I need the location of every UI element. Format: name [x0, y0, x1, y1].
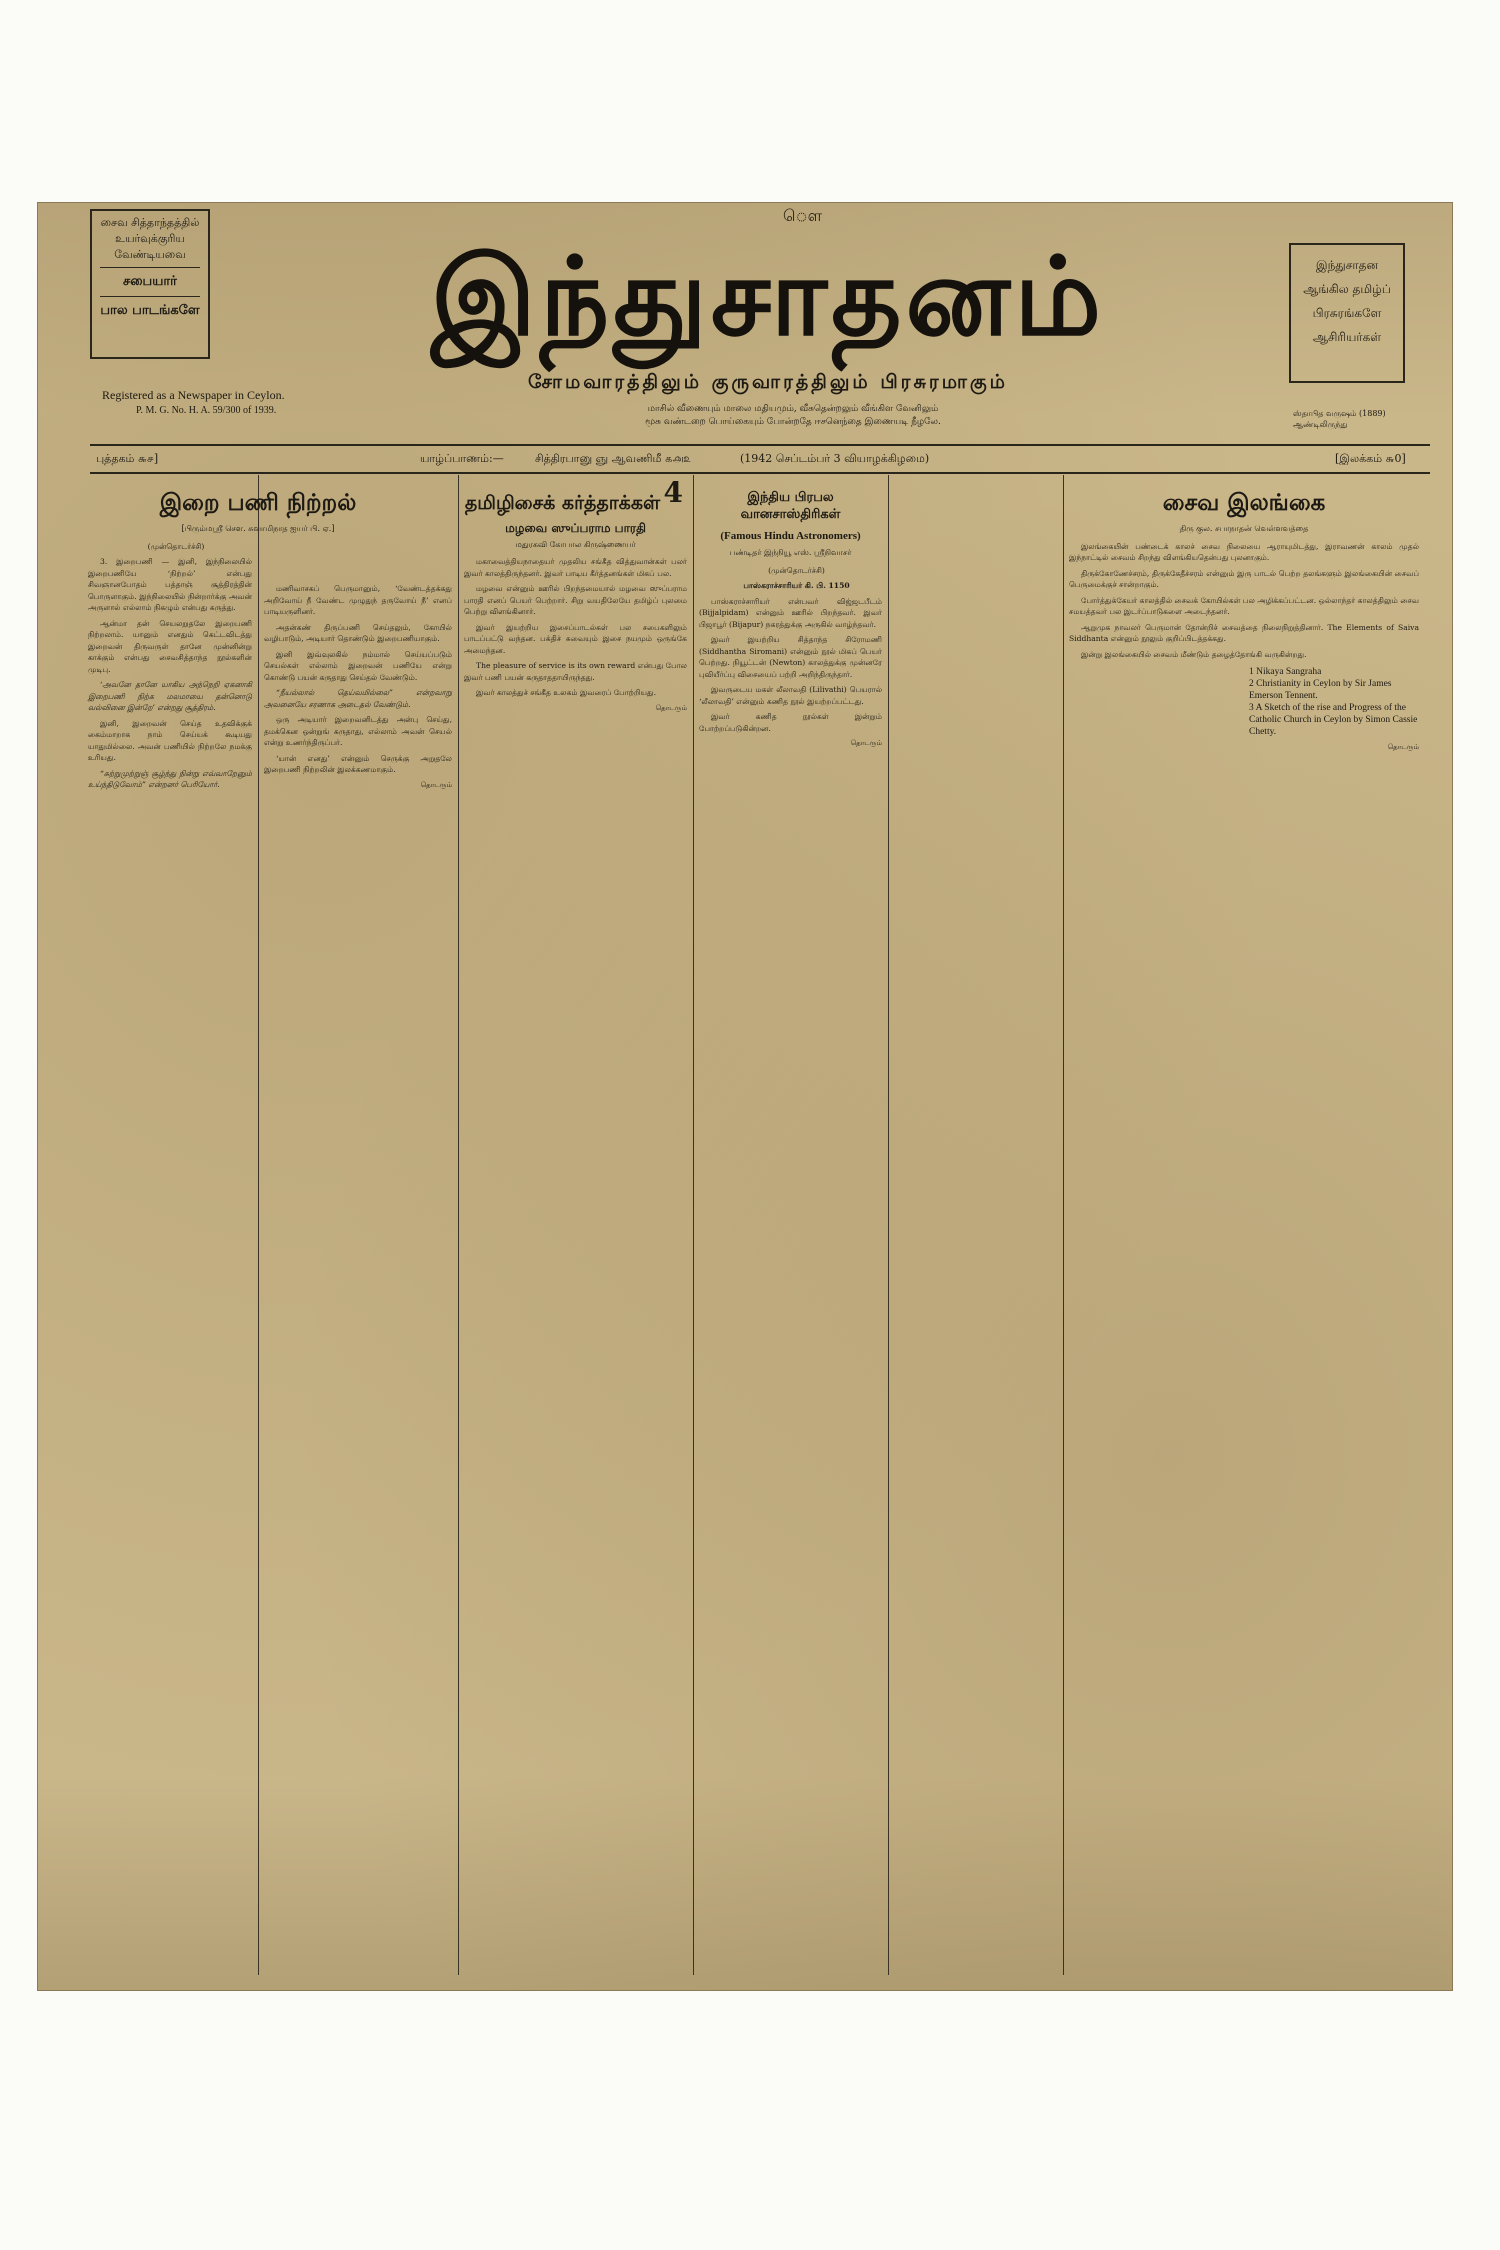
article-paragraph: இனி இவ்வுலகில் நம்மால் செய்யப்படும் செயல்கள் எல்லாம் இறைவன் பணியே என்று கொண்டு பயன் கருதாது செய்தல் வேண்டும்.: [264, 649, 452, 682]
right-corner-box: [1289, 243, 1405, 383]
article-paragraph: “நீயல்லால் தெய்வமில்லை” என்றவாறு அவனையே சரணாக அடைதல் வேண்டும்.: [264, 688, 452, 709]
continued-note: தொடரும்: [1387, 743, 1419, 751]
article-paragraph: ஒரு அடியார் இறைவனிடத்து அன்பு செய்து, தமக்கென ஒன்றுங் கருதாது, எல்லாம் அவன் செயல் என்று உணர்ந்திருப்பர்.: [264, 715, 452, 747]
article-paragraph: The pleasure of service is its own reward என்பது போல இவர் பணி பயன் கருதாததாயிருந்தது.: [464, 661, 687, 682]
article-paragraph: இவர் கணித நூல்கள் இன்றும் போற்றப்படுகின்றன.: [699, 712, 882, 733]
article-paragraph: ஆறுமுக நாவலர் பெருமான் தோன்றிச் சைவத்தை நிலைநிறுத்தினார். The Elements of Saiva Siddhanta என்னும் நூலும் குறிப்பிடத்தக்கது.: [1069, 622, 1419, 643]
article-byline: திரு குல. சபாநாதன் வெள்ளவத்தை: [1179, 524, 1309, 533]
article-paragraph: போர்த்துக்கேயர் காலத்தில் சைவக் கோயில்கள் பல அழிக்கப்பட்டன. ஒல்லாந்தர் காலத்திலும் சைவ சமயத்தவர் பல இடர்ப்பாடுகளை அடைந்தனர்.: [1069, 595, 1419, 616]
dateline-bar: [90, 444, 1430, 474]
article-byline: மதுரகவி கோபால கிருஷ்ணையர்: [515, 539, 636, 549]
left-corner-box: [90, 209, 210, 359]
continued-note: தொடரும்: [850, 739, 882, 747]
left-box-line: சைவ சித்தாந்தத்தில்: [100, 216, 200, 229]
registration-note: [102, 388, 285, 418]
column-divider: [258, 475, 259, 1975]
article-paragraph: இலங்கையின் பண்டைக் காலச் சைவ நிலையை ஆராயுமிடத்து, இராவணன் காலம் முதல் இந்நாட்டில் சைவம் சிறந்து விளங்கியதென்பது புலனாகும்.: [1069, 541, 1419, 562]
article-paragraph: 3. இறைபணி — இனி, இந்நிலையில் இறைபணியே ‘நிற்றல்’ என்பது சிவஞானபோதம் பத்தாஞ் சூத்திரத்தின் பொருளாகும். இந்நிலையில் நின்றார்க்கு அவன் அருளால் எல்லாம் நிகழும் என்பது கருத்து.: [88, 557, 252, 612]
right-box-line: இந்துசாதன: [1315, 258, 1379, 272]
article-paragraph: மணிவாசகப் பெருமானும், ‘வேண்டத்தக்கது அறிவோய் நீ வேண்ட முழுதுந் தருவோய் நீ’ எனப் பாடியருளினர்.: [264, 584, 452, 616]
city-label: யாழ்ப்பாணம்:—: [420, 452, 504, 465]
article-paragraph: மகாவைத்தியநாதையர் முதலிய சங்கீத வித்துவான்கள் பலர் இவர் காலத்திருந்தனர். இவர் பாடிய கீர்த்தனங்கள் மிகப் பல.: [464, 557, 687, 578]
column-divider: [693, 475, 694, 1975]
article-paragraph: இவர் இயற்றிய இசைப்பாடல்கள் பல சபைகளிலும் பாடப்பட்டு வந்தன. பக்திச் சுவையும் இசை நயமும் ஒருங்கே அமைந்தன.: [464, 622, 687, 655]
article-paragraph: அதன்கண் திருப்பணி செய்தலும், கோயில் வழிபாடும், அடியார் தொண்டும் இறைபணியாகும்.: [264, 622, 452, 643]
article-english-title: (Famous Hindu Astronomers): [720, 530, 861, 542]
newspaper-title: இந்துசாதனம்: [430, 235, 1106, 360]
left-box-line: பால பாடங்களே: [100, 303, 200, 318]
article-byline: [பிரும்மஸ்ரீ சௌ. சுவாமிநாத ஐயர் பி. ஏ.]: [181, 524, 335, 533]
issue-number: [இலக்கம் ௬0]: [1335, 452, 1406, 465]
footnote: 2 Christianity in Ceylon by Sir James Emerson Tennent.: [1249, 679, 1392, 701]
verse-line: மாசில் வீணையும் மாலை மதியமும், வீசுதென்றலும் வீங்கிள வேனிலும்: [647, 404, 939, 414]
article-paragraph: ‘அவனே தானே யாகிய அந்நெறி ஏகனாகி இறைபணி நிற்க மலமாயை தன்னொடு வல்வினை இன்றே’ என்றது சூத்திரம்.: [88, 680, 252, 712]
left-box-line: உயர்வுக்குரிய வேண்டியவை: [114, 232, 186, 261]
article-paragraph: ‘யான் எனது’ என்னும் செருக்கு அறுதலே இறைபணி நிற்றலின் இலக்கணமாகும்.: [264, 753, 452, 774]
article-heading: இறை பணி நிற்றல்: [159, 490, 357, 516]
article-paragraph: (முன்தொடர்ச்சி): [147, 541, 205, 551]
continued-note: தொடரும்: [655, 703, 687, 712]
column-divider: [1063, 475, 1064, 1975]
footnote: 3 A Sketch of the rise and Progress of the Catholic Church in Ceylon by Simon Cassie Chetty.: [1249, 703, 1418, 737]
article-byline: பண்டிதர் இந்நியூ எஸ். ஸ்ரீநிவாசர்: [729, 548, 852, 557]
newspaper-page: [38, 203, 1452, 1990]
divider: [100, 296, 200, 297]
column-divider: [888, 475, 889, 1975]
divider: [100, 267, 200, 268]
article-tamil-isai: [464, 476, 687, 1969]
masthead-verse: [568, 403, 1018, 429]
pmg-number: P. M. G. No. H. A. 59/300 of 1939.: [136, 405, 277, 416]
article-paragraph: மழவை என்னும் ஊரில் பிறந்தமையால் மழவை ஸுப்பராம பாரதி எனப் பெயர் பெற்றார். சிறு வயதிலேயே தமிழ்ப் புலமை பெற்று விளங்கினார்.: [464, 584, 687, 616]
article-paragraph: பாஸ்கராச்சாரியர் கி. பி. 1150: [743, 581, 850, 590]
right-box-line: ஆங்கில தமிழ்ப்: [1303, 282, 1391, 296]
article-heading: இந்திய பிரபல வானசாஸ்திரிகள்: [740, 490, 841, 522]
footnotes: [1249, 666, 1419, 738]
article-paragraph: இவர் காலத்துச் சங்கீத உலகம் இவரைப் போற்றியது.: [476, 688, 657, 697]
series-number: 4: [663, 476, 683, 509]
masthead-subtitle: சோமவாரத்திலும் குருவாரத்திலும் பிரசுரமாகும்: [528, 371, 1008, 393]
registered-text: Registered as a Newspaper in Ceylon.: [102, 388, 285, 402]
article-astronomers: [699, 479, 882, 1969]
article-paragraph: பாஸ்கராச்சாரியர் என்பவர் விஜ்ஜடபீடம் (Bijjalpidam) என்னும் ஊரில் பிறந்தவர். இவர் பிஜாபூர் (Bijapur) நகரத்துக்கு அருகில் வாழ்ந்தவர்.: [699, 596, 882, 629]
article-paragraph: திருக்கோணேச்சரம், திருக்கேதீச்சரம் என்னும் இரு பாடல் பெற்ற தலங்களும் இலங்கையின் சைவப் பெருமைக்குச் சான்றாகும்.: [1069, 568, 1419, 589]
continued-note: தொடரும்: [420, 780, 452, 789]
article-paragraph: ஆன்மா தன் செயலறுதலே இறைபணி நிற்றலாம். யானும் எனதும் கெட்டவிடத்து இறைவன் திருவருள் தானே முன்னின்று காக்கும் என்பது சைவசித்தாந்த நூல்களின் முடிபு.: [88, 618, 252, 674]
footnote: 1 Nikaya Sangraha: [1249, 667, 1322, 677]
article-paragraph: இன்று இலங்கையில் சைவம் மீண்டும் தழைத்தோங்கி வருகின்றது.: [1081, 649, 1307, 659]
article-paragraph: இனி, இறைவன் செய்த உதவிக்குக் கைம்மாறாக நாம் செய்யக் கூடியது யாதுமில்லை. அவன் பணியில் நிற்றலே நமக்கு உரியது.: [88, 718, 252, 762]
article-saiva-ilankai: [1069, 479, 1419, 1969]
article-subheading: மழவை ஸுப்பராம பாரதி: [505, 521, 646, 535]
volume-label: புத்தகம் ௬௪]: [96, 452, 159, 465]
right-box-line: ஆசிரியர்கள்: [1312, 330, 1382, 344]
article-paragraph: இவருடைய மகள் லீலாவதி (Lilivathi) பெயரால் ‘லீலாவதி’ என்னும் கணித நூல் இயற்றப்பட்டது.: [699, 685, 882, 706]
since-note: ஸ்தாபித வருஷம் (1889) ஆண்டிலிருந்து: [1293, 409, 1386, 429]
tamil-date: சித்திரபானு ஞு ஆவணிமீ ௧௮௨: [535, 452, 692, 465]
article-paragraph: (முன்தொடர்ச்சி): [768, 565, 825, 575]
left-box-line: சபையார்: [123, 274, 177, 289]
verse-line: மூசு வண்டறை பொய்கையும் போன்றதே ஈசனெந்தை இணையடி நீழலே.: [645, 417, 941, 427]
article-paragraph: “சுற்றுமுற்றுஞ் சூழ்ந்து நின்று எவ்வாறேனும் உய்ந்திடுவோம்” என்றனர் பெரியோர்.: [88, 768, 252, 789]
english-date: (1942 செப்டம்பர் 3 வியாழக்கிழமை): [740, 452, 930, 465]
article-heading: சைவ இலங்கை: [1162, 490, 1326, 516]
article-paragraph: இவர் இயற்றிய சித்தாந்த சிரோமணி (Siddhantha Siromani) என்னும் நூல் மிகப் பெயர் பெற்றது. நியூட்டன் (Newton) காலத்துக்கு முன்னரே புவியீர்ப்பு விசையைப் பற்றி அறிந்திருந்தார்.: [699, 635, 882, 679]
column-divider: [458, 475, 459, 1975]
right-box-line: பிரசுரங்களே: [1312, 306, 1382, 320]
top-mark: ௌ: [783, 206, 823, 225]
article-irai-pani-continued: [264, 583, 452, 1969]
article-irai-pani: [88, 479, 357, 1969]
article-heading: தமிழிசைக் கர்த்தாக்கள்: [464, 492, 661, 514]
